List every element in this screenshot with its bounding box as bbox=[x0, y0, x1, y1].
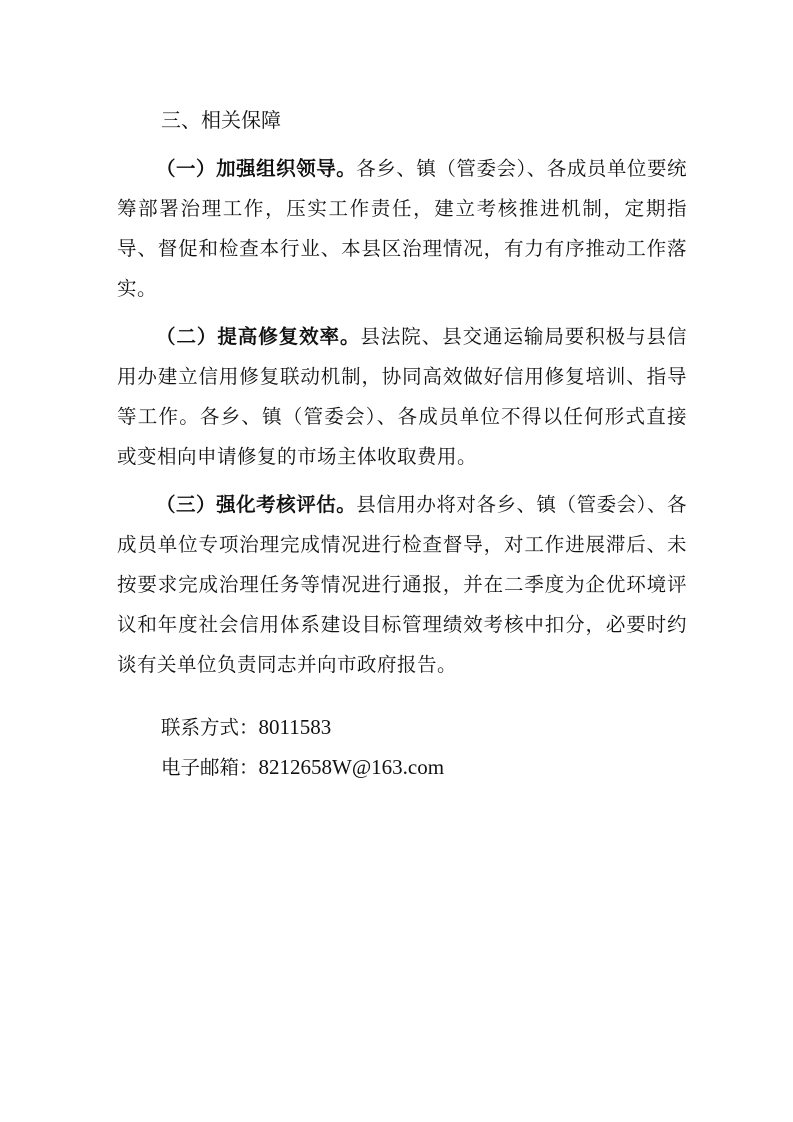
section-heading: 三、相关保障 bbox=[161, 108, 281, 132]
contact-block bbox=[117, 707, 687, 787]
paragraph-organization-leadership bbox=[117, 149, 687, 309]
paragraph-text: 县法院、县交通运输局要积极与县信用办建立信用修复联动机制，协同高效做好信用修复培训、指导等工作。各乡、镇（管委会）、各成员单位不得以任何形式直接或变相向申请修复的市场主体收取费用。 bbox=[117, 325, 687, 468]
contact-phone bbox=[161, 707, 687, 747]
paragraph-text: 各乡、镇（管委会）、各成员单位要统筹部署治理工作，压实工作责任，建立考核推进机制，定期指导、督促和检查本行业、本县区治理情况，有力有序推动工作落实。 bbox=[117, 157, 687, 300]
contact-email bbox=[161, 747, 687, 787]
contact-email-label: 电子邮箱： bbox=[161, 756, 259, 779]
document-body bbox=[117, 103, 687, 787]
contact-phone-label: 联系方式： bbox=[161, 716, 259, 739]
paragraph-lead: （三）强化考核评估。 bbox=[156, 493, 357, 516]
contact-email-value: 8212658W@163.com bbox=[258, 755, 445, 779]
paragraph-lead: （二）提高修复效率。 bbox=[156, 325, 361, 348]
paragraph-lead: （一）加强组织领导。 bbox=[156, 157, 357, 180]
paragraph-repair-efficiency bbox=[117, 317, 687, 477]
paragraph-text: 县信用办将对各乡、镇（管委会）、各成员单位专项治理完成情况进行检查督导，对工作进展滞后、未按要求完成治理任务等情况进行通报，并在二季度为企优环境评议和年度社会信用体系建设目标管理绩效考核中扣分，必要时约谈有关单位负责同志并向市政府报告。 bbox=[117, 493, 687, 676]
contact-phone-value: 8011583 bbox=[258, 715, 332, 739]
paragraph-assessment-evaluation bbox=[117, 485, 687, 685]
